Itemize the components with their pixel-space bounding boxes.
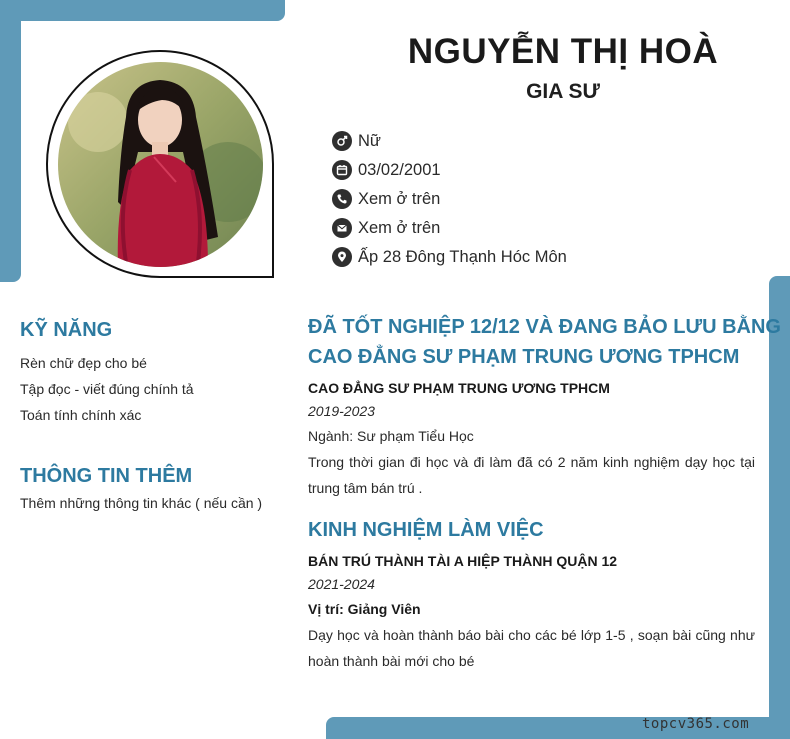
email-icon xyxy=(332,218,352,238)
profile-title: GIA SƯ xyxy=(526,80,600,103)
frame-bar-right xyxy=(769,276,790,739)
experience-company: BÁN TRÚ THÀNH TÀI A HIỆP THÀNH QUẬN 12 xyxy=(308,553,618,569)
skill-item: Tập đọc - viết đúng chính tả xyxy=(20,381,194,397)
education-major: Ngành: Sư phạm Tiểu Học xyxy=(308,428,474,444)
phone-icon xyxy=(332,189,352,209)
frame-bar-left xyxy=(0,0,21,282)
gender-icon xyxy=(332,131,352,151)
education-heading-line2: CAO ĐẲNG SƯ PHẠM TRUNG ƯƠNG TPHCM xyxy=(308,346,740,368)
contact-birthday-text: 03/02/2001 xyxy=(358,161,441,179)
avatar xyxy=(58,62,263,267)
extra-heading: THÔNG TIN THÊM xyxy=(20,465,193,487)
contact-gender-text: Nữ xyxy=(358,132,381,150)
frame-bar-top xyxy=(0,0,285,21)
calendar-icon xyxy=(332,160,352,180)
profile-name: NGUYỄN THỊ HOÀ xyxy=(407,32,719,71)
contact-email-text: Xem ở trên xyxy=(358,219,441,237)
contact-phone-text: Xem ở trên xyxy=(358,190,441,208)
skill-item: Rèn chữ đẹp cho bé xyxy=(20,355,147,371)
experience-description: Dạy học và hoàn thành báo bài cho các bé lớp 1-5 , soạn bài cũng như hoàn thành bài mới cho bé xyxy=(308,627,755,669)
education-description: Trong thời gian đi học và đi làm đã có 2 năm kinh nghiệm dạy học tại trung tâm bán trú . xyxy=(308,454,755,496)
education-period: 2019-2023 xyxy=(308,403,375,419)
experience-period: 2021-2024 xyxy=(308,576,375,592)
extra-text: Thêm những thông tin khác ( nếu cần ) xyxy=(20,495,263,511)
experience-heading: KINH NGHIỆM LÀM VIỆC xyxy=(308,519,544,541)
watermark: topcv365.com xyxy=(642,716,750,732)
skills-heading: KỸ NĂNG xyxy=(20,319,113,341)
education-heading-line1: ĐÃ TỐT NGHIỆP 12/12 VÀ ĐANG BẢO LƯU BẰNG xyxy=(308,316,781,338)
location-icon xyxy=(332,247,352,267)
experience-position: Vị trí: Giảng Viên xyxy=(308,601,421,617)
education-school: CAO ĐẲNG SƯ PHẠM TRUNG ƯƠNG TPHCM xyxy=(308,380,610,396)
contact-address-text: Ấp 28 Đông Thạnh Hóc Môn xyxy=(358,248,567,266)
skill-item: Toán tính chính xác xyxy=(20,407,142,423)
